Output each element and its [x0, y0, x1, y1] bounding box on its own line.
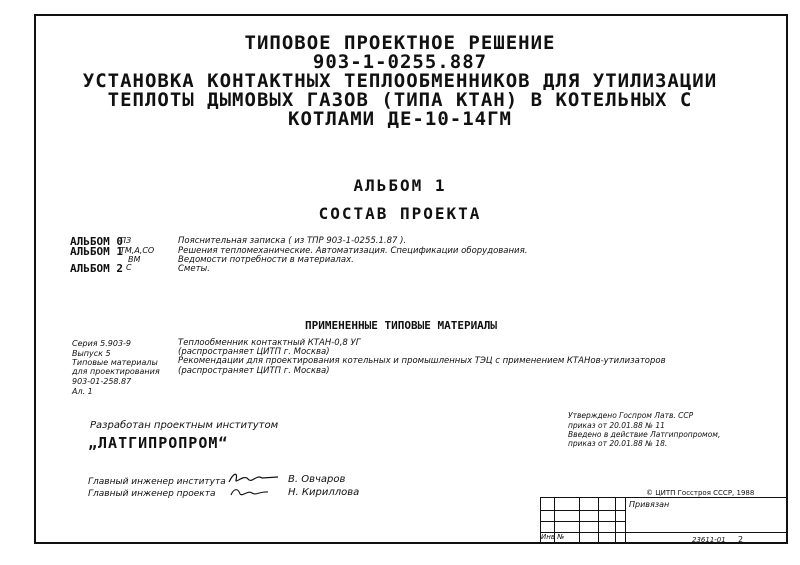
bound-label: Привязан — [629, 500, 670, 509]
approval-line: Утверждено Госпром Латв. ССР — [568, 411, 694, 420]
material-desc: (распространяет ЦИТП г. Москва) — [178, 347, 330, 357]
album-code: ВМ — [128, 255, 141, 264]
signature-name: Н. Кириллова — [288, 487, 360, 498]
material-ref: Серия 5.903-9 — [72, 339, 132, 348]
signature-role: Главный инженер проекта — [88, 489, 216, 499]
title-line-1: ТИПОВОЕ ПРОЕКТНОЕ РЕШЕНИЕ — [244, 32, 556, 54]
material-ref: Типовые материалы — [72, 358, 158, 367]
album-desc: Сметы. — [178, 264, 210, 274]
album-code: ТМ,А,СО — [120, 246, 155, 255]
title-line-2: 903-1-0255.887 — [312, 51, 488, 73]
developer-label: Разработан проектным институтом — [90, 420, 279, 431]
material-ref: для проектирования — [72, 367, 160, 376]
approval-line: приказ от 20.01.88 № 18. — [568, 439, 668, 448]
material-ref: Ал. 1 — [72, 387, 93, 396]
album-label: АЛЬБОМ 2 — [70, 262, 123, 275]
approval-line: приказ от 20.01.88 № 11 — [568, 421, 665, 430]
title-line-5: КОТЛАМИ ДЕ-10-14ГМ — [288, 108, 512, 130]
album-desc: Решения тепломеханические. Автоматизация. Спецификации оборудования. — [178, 246, 528, 256]
developer-name: „ЛАТГИПРОПРОМ“ — [88, 434, 229, 452]
album-label: АЛЬБОМ 1 — [70, 245, 123, 258]
signature-role: Главный инженер института — [88, 477, 226, 487]
composition-heading: СОСТАВ ПРОЕКТА — [318, 204, 482, 223]
album-desc: Пояснительная записка ( из ТПР 903-1-0255.1.87 ). — [178, 236, 407, 246]
title-line-3: УСТАНОВКА КОНТАКТНЫХ ТЕПЛООБМЕННИКОВ ДЛЯ УТИЛИЗАЦИИ — [82, 70, 718, 92]
signature-scribble — [228, 485, 272, 499]
materials-heading: ПРИМЕНЕННЫЕ ТИПОВЫЕ МАТЕРИАЛЫ — [305, 319, 498, 332]
inventory-label: Инв № — [541, 533, 565, 541]
album-label: АЛЬБОМ 0 — [70, 235, 123, 248]
copyright: © ЦИТП Госстроя СССР, 1988 — [646, 489, 755, 497]
document-number: 23611-01 — [692, 536, 726, 544]
sheet-number: 2 — [738, 535, 744, 544]
signature-name: В. Овчаров — [288, 474, 346, 485]
material-ref: 903-01-258.87 — [72, 377, 132, 386]
album-heading: АЛЬБОМ 1 — [353, 176, 447, 195]
album-code: С — [126, 263, 132, 272]
material-desc: Теплообменник контактный КТАН-0,8 УГ — [178, 338, 361, 348]
approval-line: Введено в действие Латгипропромом, — [568, 430, 721, 439]
material-ref: Выпуск 5 — [72, 349, 111, 358]
album-code: ПЗ — [120, 236, 132, 245]
title-block — [540, 497, 787, 543]
material-desc: (распространяет ЦИТП г. Москва) — [178, 366, 330, 376]
title-line-4: ТЕПЛОТЫ ДЫМОВЫХ ГАЗОВ (ТИПА КТАН) В КОТЕЛЬНЫХ С — [107, 89, 693, 111]
album-desc: Ведомости потребности в материалах. — [178, 255, 354, 265]
material-desc: Рекомендации для проектирования котельных и промышленных ТЭЦ с применением КТАНов-утилизаторов — [178, 356, 666, 366]
